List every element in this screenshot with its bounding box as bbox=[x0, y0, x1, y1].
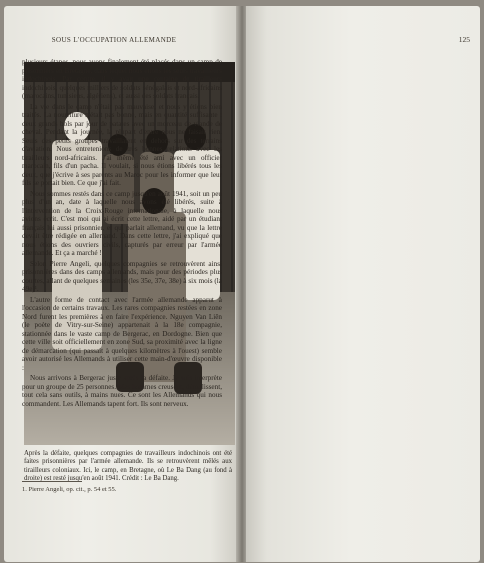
paragraph: Nous arrivons à Bergerac juste après la défaite. Je suis interprète pour un groupe de 25 personnes. Mes hommes creusent, démolissent, tout cela sans outils, à mains nues. Ce sont les Allemands qui nous commandent. Les Allemands tapent fort. Ils sont nerveux. bbox=[22, 374, 222, 408]
footnote: 1. Pierre Angeli, op. cit., p. 54 et 55. bbox=[22, 486, 117, 493]
right-page bbox=[246, 6, 480, 562]
paragraph: plusieurs étapes, nous avons finalement été placés dans un camp de prisonniers en Bretagne, dans lequel nous étions les seuls travailleurs indochinois. Par contre, il y avait une centaine de tirailleurs indochinois, quelques milliers de soldats sénégalais et nord-africains (marocains, tunisiens, algériens), et aussi des soldats français. bbox=[22, 58, 222, 100]
paragraph: La vie dans le camp n'était pas mauvaise, et nous y étions bien traités. La nourriture n'était pas bonne, mais en quantité suffisante : deux grands bols par jour de patates avec un morceau de viande de cheval. Pendant la journée, la plupart d'entre nous ne faisait rien. Seuls des petits groupes travaillaient en dehors sur des terrains d'aviation. Nous entretenions de très bonnes relations avec les tirailleurs nord-africains. J'ai même été ami avec un officier marocain, fils d'un pacha. Il voulait, si nous étions libérés tous les deux, que j'écrive à ses parents au Maroc pour les informer que leur fils se portait bien. Ce que j'ai fait. bbox=[22, 102, 222, 187]
paragraph: Nous sommes restés dans ce camp jusqu'en août 1941, soit un peu plus d'un an, date à laquelle nous avons été libérés, suite à l'intervention de la Croix-Rouge internationale, à laquelle nous avions écrit. C'est moi qui ai écrit cette lettre, aidé par un étudiant français lui aussi prisonnier, et qui parlait allemand, vu que la lettre devait être rédigée en allemand. Dans cette lettre, j'ai expliqué que nous étions des ouvriers civils, capturés par erreur par l'armée allemande. Et ça a marché ! bbox=[22, 189, 222, 257]
photo-caption: Après la défaite, quelques compagnies de travailleurs indochinois ont été faites prisonnières par l'armée allemande. Ils se retrouvèrent mêlés aux tirailleurs coloniaux. Ici, le camp, en Bretagne, où Le Ba Dang (au fond à droite) est resté jusqu'en août 1941. Crédit : Le Ba Dang. bbox=[24, 450, 232, 482]
page-number: 125 bbox=[458, 35, 470, 44]
paragraph: Selon Pierre Angeli, quelques compagnies se retrouvèrent ainsi prisonnières dans des camps allemands, mais pour des périodes plus courtes, allant de quelques semaines (les 35e, 37e, 38e) à six mois (la 49e)¹. bbox=[22, 259, 222, 293]
body-text bbox=[22, 58, 222, 410]
paragraph: L'autre forme de contact avec l'armée allemande apparut à l'occasion de certains travaux. Les rares compagnies restées en zone Nord furent les premières à en faire l'expérience. Nguyen Van Liên (le poète de Vitry-sur-Seine) appartenait à la 18e compagnie, stationnée dans le vaste camp de Bergerac, en Dordogne. Bien que cette ville soit officiellement en zone Sud, sa proximité avec la ligne de démarcation (qui passait à quelques kilomètres à l'ouest) semble avoir autorisé les Allemands à utiliser cette main-d'œuvre disponible : bbox=[22, 295, 222, 372]
footnote-rule bbox=[22, 481, 82, 482]
running-head: SOUS L'OCCUPATION ALLEMANDE bbox=[51, 36, 177, 44]
